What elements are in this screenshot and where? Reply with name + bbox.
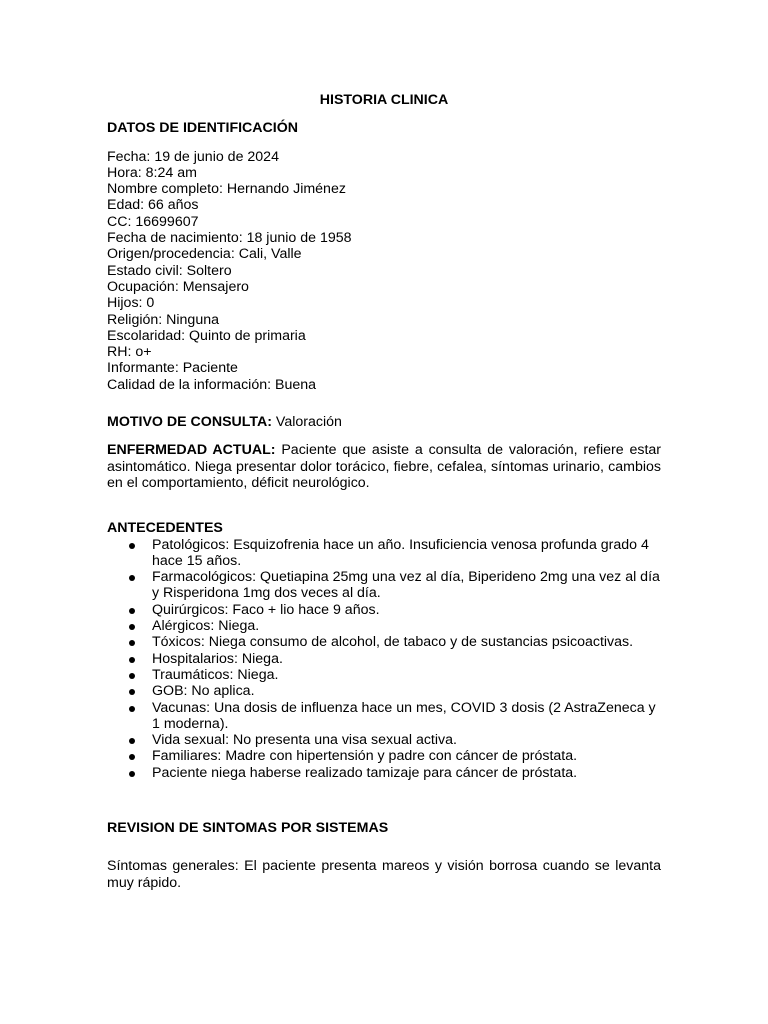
motivo-text: Valoración xyxy=(271,414,342,431)
list-item-text: Quirúrgicos: Faco + lio hace 9 años. xyxy=(152,601,380,618)
identification-line: Nombre completo: Hernando Jiménez xyxy=(107,181,346,198)
identification-line: Estado civil: Soltero xyxy=(107,262,232,279)
bullet-icon xyxy=(129,608,135,614)
list-item-text: Hospitalarios: Niega. xyxy=(152,650,283,667)
bullet-icon xyxy=(129,624,135,630)
revision-heading: REVISION DE SINTOMAS POR SISTEMAS xyxy=(107,819,389,836)
identification-line: Hora: 8:24 am xyxy=(107,164,197,181)
document-page xyxy=(107,92,661,891)
list-item xyxy=(107,651,661,667)
list-item xyxy=(107,569,661,602)
list-item xyxy=(107,683,661,699)
bullet-icon xyxy=(129,543,135,549)
bullet-icon xyxy=(129,738,135,744)
bullet-icon xyxy=(129,575,135,581)
identification-line: Hijos: 0 xyxy=(107,295,155,312)
antecedentes-heading: ANTECEDENTES xyxy=(107,520,223,537)
bullet-icon xyxy=(129,771,135,777)
list-item-text: Paciente niega haberse realizado tamizaje para cáncer de próstata. xyxy=(152,764,578,781)
list-item-text: Alérgicos: Niega. xyxy=(152,618,260,635)
antecedentes-list xyxy=(107,537,661,781)
identification-line: Ocupación: Mensajero xyxy=(107,278,249,295)
enfermedad-text: Paciente que asiste a consulta de valoración, refiere estar asintomático. Niega presentar dolor torácico, fiebre, cefalea, síntomas urinario, cambios en el comportamiento, déficit neurológico. xyxy=(107,442,661,491)
list-item-text: Vacunas: Una dosis de influenza hace un mes, COVID 3 dosis (2 AstraZeneca y 1 moderna). xyxy=(152,699,656,732)
list-item-text: Farmacológicos: Quetiapina 25mg una vez al día, Biperideno 2mg una vez al día y Risperidona 1mg dos veces al día. xyxy=(152,569,660,602)
motivo-label: MOTIVO DE CONSULTA: xyxy=(107,414,272,431)
sintomas-generales: Síntomas generales: El paciente presenta mareos y visión borrosa cuando se levanta muy rápido. xyxy=(107,858,661,891)
identification-line: Informante: Paciente xyxy=(107,360,238,377)
identification-list xyxy=(107,149,661,393)
list-item xyxy=(107,537,661,570)
identification-line: Calidad de la información: Buena xyxy=(107,376,317,393)
bullet-icon xyxy=(129,657,135,663)
identification-line: Edad: 66 años xyxy=(107,197,199,214)
list-item-text: Tóxicos: Niega consumo de alcohol, de tabaco y de sustancias psicoactivas. xyxy=(152,634,634,651)
identification-line: Escolaridad: Quinto de primaria xyxy=(107,327,306,344)
document-title: HISTORIA CLINICA xyxy=(319,92,449,108)
enfermedad-label: ENFERMEDAD ACTUAL: xyxy=(107,442,276,459)
list-item-text: Vida sexual: No presenta una visa sexual activa. xyxy=(152,732,457,749)
list-item xyxy=(107,618,661,634)
list-item xyxy=(107,765,661,781)
list-item xyxy=(107,748,661,764)
identification-line: CC: 16699607 xyxy=(107,213,199,230)
identification-line: Fecha de nacimiento: 18 junio de 1958 xyxy=(107,230,352,247)
identification-line: Origen/procedencia: Cali, Valle xyxy=(107,246,302,263)
motivo-consulta xyxy=(107,414,661,430)
list-item xyxy=(107,732,661,748)
list-item-text: Patológicos: Esquizofrenia hace un año. Insuficiencia venosa profunda grado 4 hace 15 años. xyxy=(152,536,649,569)
bullet-icon xyxy=(129,754,135,760)
list-item xyxy=(107,602,661,618)
bullet-icon xyxy=(129,673,135,679)
list-item-text: GOB: No aplica. xyxy=(152,683,255,700)
list-item xyxy=(107,634,661,650)
list-item xyxy=(107,700,661,733)
bullet-icon xyxy=(129,640,135,646)
bullet-icon xyxy=(129,689,135,695)
identification-heading: DATOS DE IDENTIFICACIÓN xyxy=(107,120,299,137)
identification-line: RH: o+ xyxy=(107,344,152,361)
identification-line: Fecha: 19 de junio de 2024 xyxy=(107,148,279,165)
list-item-text: Familiares: Madre con hipertensión y padre con cáncer de próstata. xyxy=(152,748,578,765)
enfermedad-actual xyxy=(107,442,661,491)
identification-line: Religión: Ninguna xyxy=(107,311,219,328)
bullet-icon xyxy=(129,706,135,712)
list-item-text: Traumáticos: Niega. xyxy=(152,666,279,683)
list-item xyxy=(107,667,661,683)
